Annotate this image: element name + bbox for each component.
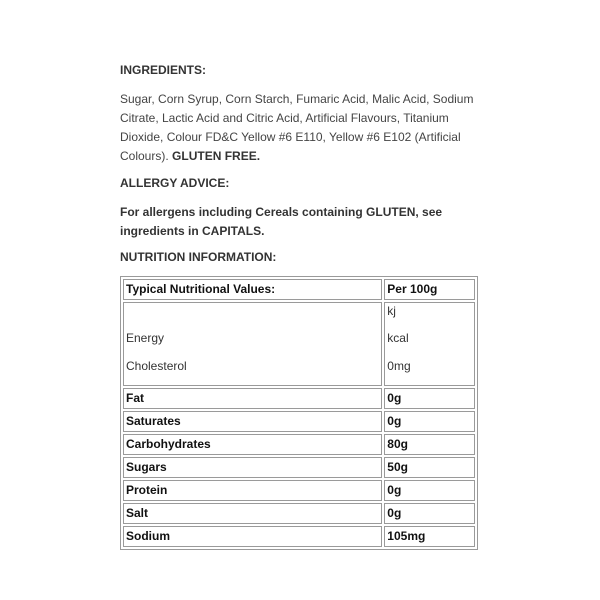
table-row (123, 503, 475, 524)
allergy-heading: ALLERGY ADVICE: (120, 176, 230, 190)
nutrient-name: Carbohydrates (123, 434, 382, 455)
cholesterol-label: Cholesterol (126, 359, 187, 373)
table-row (123, 388, 475, 409)
energy-cholesterol-names (123, 302, 382, 386)
table-row (123, 434, 475, 455)
energy-cholesterol-row (123, 302, 475, 386)
nutrition-header-row (123, 279, 475, 300)
table-row (123, 526, 475, 547)
nutrient-value: 0g (384, 388, 475, 409)
nutrition-header-value: Per 100g (384, 279, 475, 300)
energy-kj-value: kj (387, 304, 396, 318)
energy-label: Energy (126, 331, 165, 345)
table-row (123, 457, 475, 478)
nutrition-header-name: Typical Nutritional Values: (123, 279, 382, 300)
ingredients-list: Sugar, Corn Syrup, Corn Starch, Fumaric Acid, Malic Acid, Sodium Citrate, Lactic Acid and Citric Acid, Artificial Flavours, Titanium Dioxide, Colour FD&C Yellow #6 E110, Yellow #6 E102 (Artificial Colours). (120, 92, 474, 163)
nutrition-heading: NUTRITION INFORMATION: (120, 250, 277, 264)
nutrient-name: Sodium (123, 526, 382, 547)
gluten-free-label: GLUTEN FREE. (172, 149, 261, 163)
nutrient-value: 0g (384, 503, 475, 524)
nutrient-value: 0g (384, 411, 475, 432)
nutrient-name: Saturates (123, 411, 382, 432)
nutrient-name: Sugars (123, 457, 382, 478)
nutrient-name: Protein (123, 480, 382, 501)
nutrient-value: 0g (384, 480, 475, 501)
nutrition-table (120, 276, 478, 550)
nutrient-name: Fat (123, 388, 382, 409)
nutrient-name: Salt (123, 503, 382, 524)
ingredients-heading: INGREDIENTS: (120, 63, 207, 77)
table-row (123, 480, 475, 501)
allergy-text: For allergens including Cereals containing GLUTEN, see ingredients in CAPITALS. (120, 205, 443, 238)
nutrient-value: 105mg (384, 526, 475, 547)
table-row (123, 411, 475, 432)
cholesterol-value: 0mg (387, 359, 411, 373)
nutrient-value: 50g (384, 457, 475, 478)
energy-kcal-value: kcal (387, 331, 409, 345)
energy-cholesterol-values (384, 302, 475, 386)
nutrient-value: 80g (384, 434, 475, 455)
ingredients-text (120, 90, 490, 166)
